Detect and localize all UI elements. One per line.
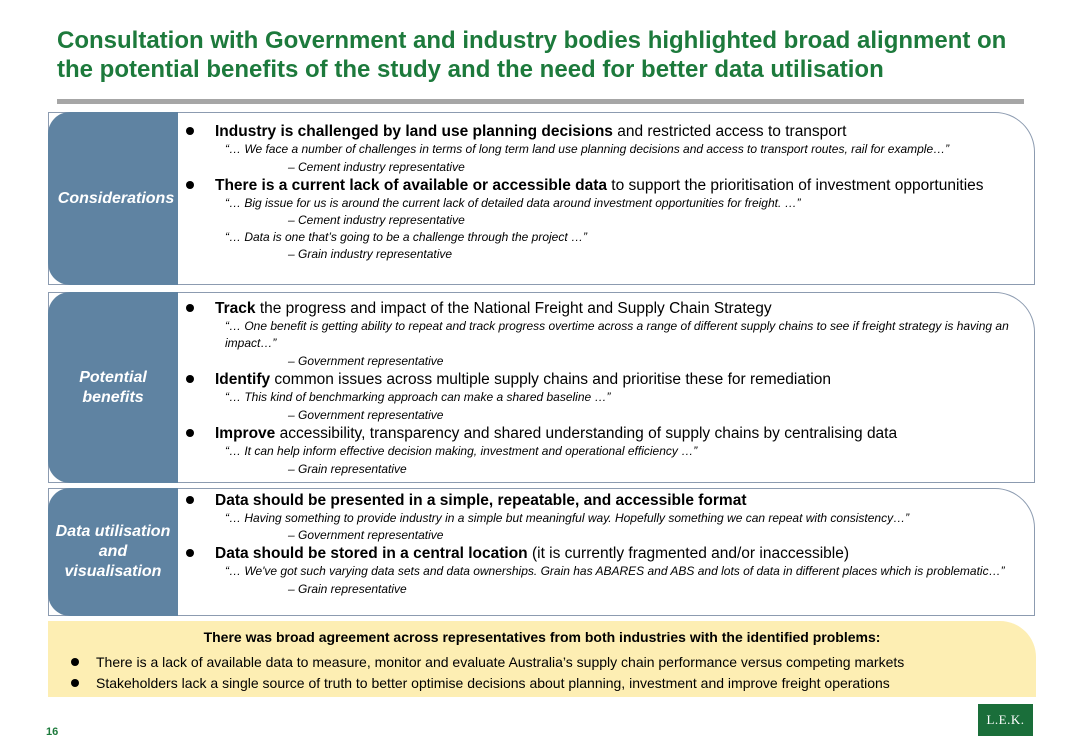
bullet-icon xyxy=(186,304,194,312)
section-label: Considerations xyxy=(57,189,175,207)
summary-heading: There was broad agreement across representatives from both industries with the identified problems: xyxy=(203,629,881,645)
summary-bullet xyxy=(68,653,904,671)
quote-text: “… Having something to provide industry in a simple but meaningful way. Hopefully something we can repeat with consistency…” xyxy=(225,511,910,525)
bullet-point: Improve accessibility, transparency and shared understanding of supply chains by centralising data xyxy=(215,425,898,442)
quote-text: “… We've got such varying data sets and data ownerships. Grain has ABARES and ABS and lots of data in different places which is problematic…” xyxy=(225,564,1005,578)
bullet-item xyxy=(184,544,1028,598)
quote-text: “… Big issue for us is around the current lack of detailed data around investment opportunities for freight. …” xyxy=(225,196,801,210)
section-considerations xyxy=(48,112,1035,285)
bullet-point: There is a current lack of available or accessible data to support the prioritisation of investment opportunities xyxy=(215,177,984,194)
bullet-icon xyxy=(186,127,194,135)
bullet-icon xyxy=(71,658,79,666)
summary-bullet-text: There is a lack of available data to measure, monitor and evaluate Australia’s supply chain performance versus competing markets xyxy=(96,654,905,670)
section-data-utilisation xyxy=(48,488,1035,616)
bullet-icon xyxy=(186,496,194,504)
bullet-point: Industry is challenged by land use planning decisions and restricted access to transport xyxy=(215,123,847,140)
section-label: Potential xyxy=(79,368,147,386)
section-label-tab xyxy=(48,488,178,616)
quote-attribution: – Government representative xyxy=(288,354,444,368)
quote-attribution: – Grain industry representative xyxy=(288,247,453,261)
quote-text: “… Data is one that’s going to be a challenge through the project …” xyxy=(225,230,587,244)
quote-text: “… We face a number of challenges in terms of long term land use planning decisions and access to transport routes, rail for example…” xyxy=(225,142,950,156)
title-divider xyxy=(57,99,1024,104)
section-label: Data utilisation xyxy=(55,523,171,540)
bullet-item xyxy=(184,299,1028,370)
lek-logo xyxy=(978,704,1033,736)
quote-text: “… This kind of benchmarking approach can make a shared baseline …” xyxy=(225,390,611,404)
bullet-icon xyxy=(186,549,194,557)
section-label-tab xyxy=(48,292,178,483)
section-potential-benefits xyxy=(48,292,1035,483)
page-number: 16 xyxy=(46,726,59,738)
bullet-point: Data should be presented in a simple, repeatable, and accessible format xyxy=(215,492,747,509)
quote-attribution: – Grain representative xyxy=(288,582,407,596)
quote-attribution: – Grain representative xyxy=(288,462,407,476)
bullet-item xyxy=(184,176,1028,263)
quote-text: “… One benefit is getting ability to repeat and track progress overtime across a range of different supply chains to see if freight strategy is having an impact…” xyxy=(225,319,1009,350)
quote-attribution: – Cement industry representative xyxy=(288,213,465,227)
bullet-item xyxy=(184,424,1028,478)
logo-text: L.E.K. xyxy=(986,712,1025,727)
summary-bullet xyxy=(68,674,890,692)
quote-text: “… It can help inform effective decision making, investment and operational efficiency …” xyxy=(225,444,698,458)
bullet-icon xyxy=(186,375,194,383)
section-label: and xyxy=(98,543,128,560)
bullet-point: Data should be stored in a central location (it is currently fragmented and/or inaccessible) xyxy=(215,545,849,562)
section-label: benefits xyxy=(82,388,144,406)
page-title: Consultation with Government and industry bodies highlighted broad alignment on the potential benefits of the study and the need for better data utilisation xyxy=(57,27,1007,83)
summary-bullet-text: Stakeholders lack a single source of truth to better optimise decisions about planning, investment and improve freight operations xyxy=(96,675,890,691)
summary-box xyxy=(48,621,1036,697)
quote-attribution: – Government representative xyxy=(288,528,444,542)
section-label: visualisation xyxy=(64,563,162,580)
quote-attribution: – Cement industry representative xyxy=(288,160,465,174)
bullet-item xyxy=(184,491,1028,544)
bullet-point: Track the progress and impact of the National Freight and Supply Chain Strategy xyxy=(215,300,772,317)
bullet-icon xyxy=(186,181,194,189)
bullet-point: Identify common issues across multiple supply chains and prioritise these for remediation xyxy=(215,371,831,388)
bullet-item xyxy=(184,370,1028,424)
bullet-icon xyxy=(71,679,79,687)
section-label-tab xyxy=(48,112,178,285)
quote-attribution: – Government representative xyxy=(288,408,444,422)
bullet-icon xyxy=(186,429,194,437)
bullet-item xyxy=(184,122,1028,176)
